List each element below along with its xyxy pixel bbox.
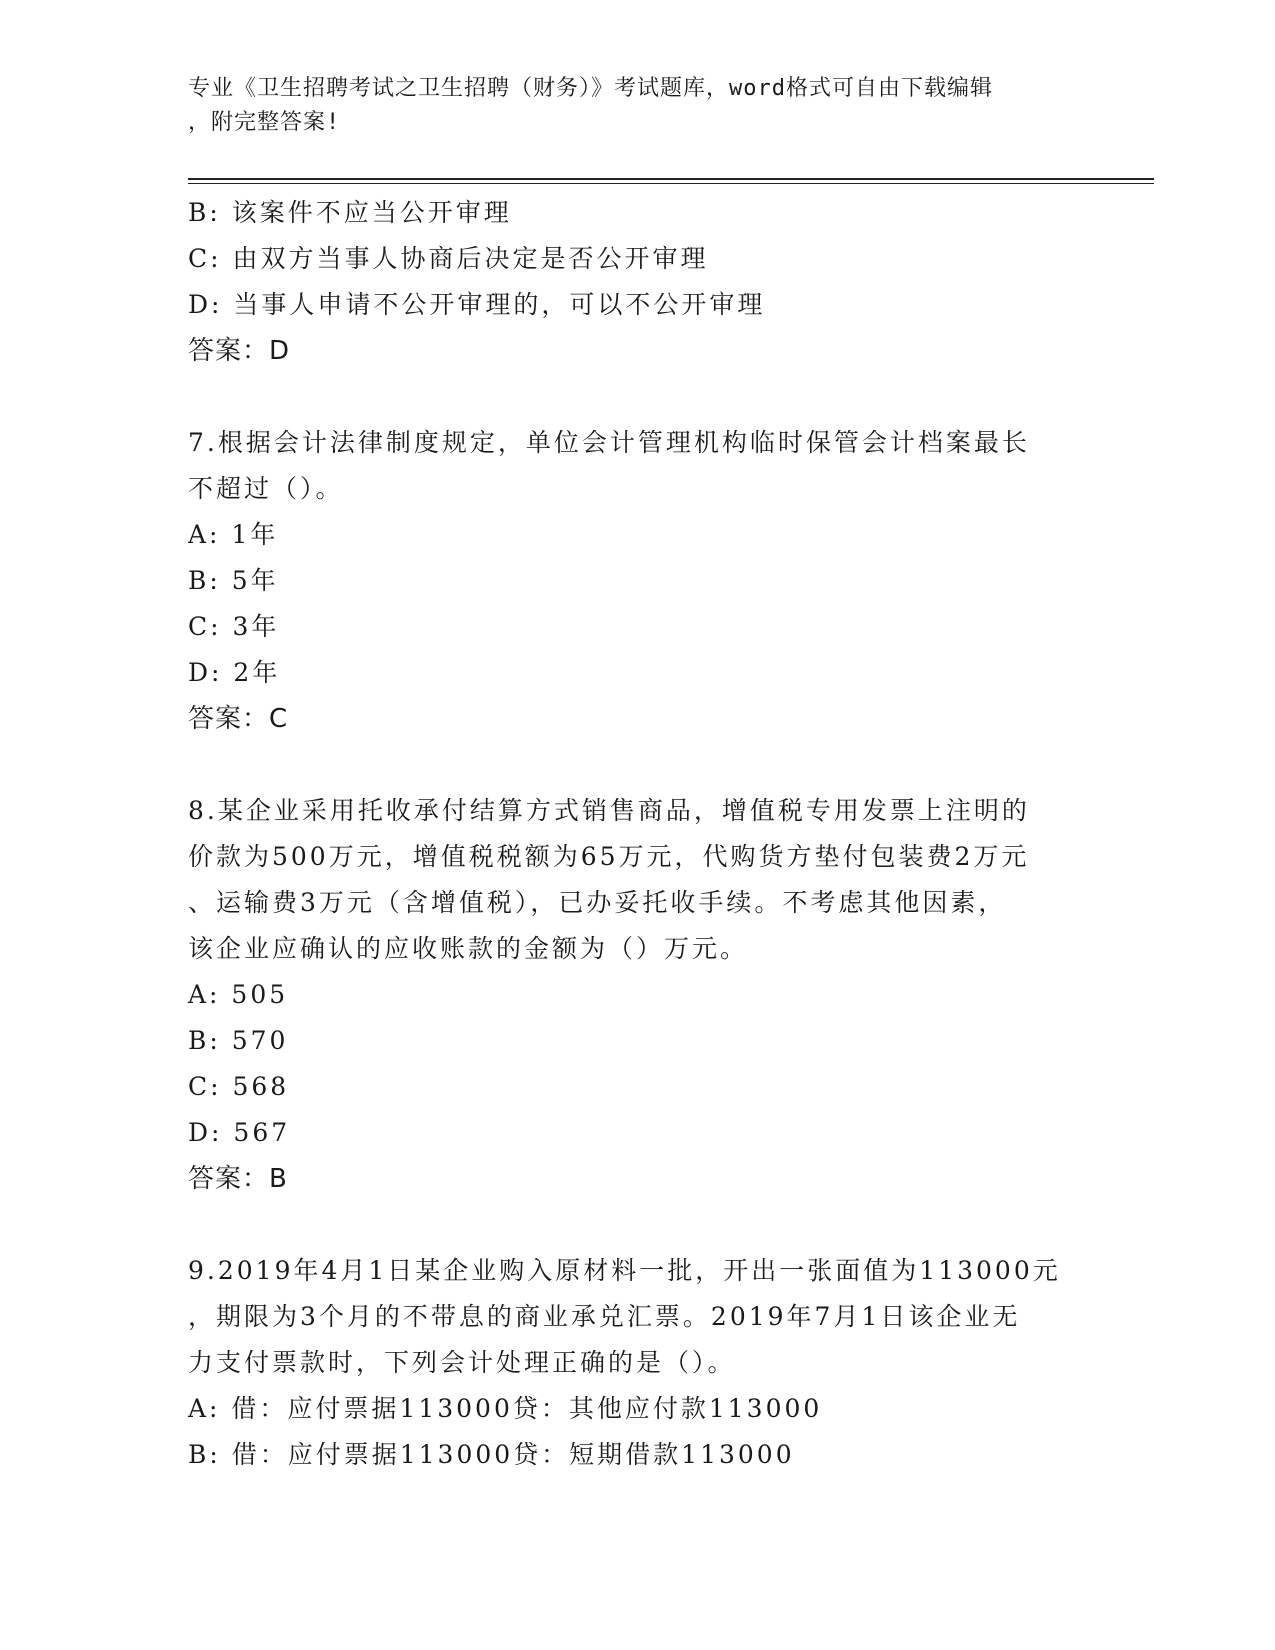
question-8 — [188, 788, 1088, 1202]
answer-line: 答案：B — [188, 1164, 288, 1194]
question-stem-line: 7.根据会计法律制度规定，单位会计管理机构临时保管会计档案最长 — [188, 428, 1030, 457]
question-9 — [188, 1248, 1088, 1478]
question-6 — [188, 190, 1088, 374]
question-stem-line: 8.某企业采用托收承付结算方式销售商品，增值税专用发票上注明的 — [188, 796, 1030, 825]
question-stem-line: 该企业应确认的应收账款的金额为（）万元。 — [188, 934, 749, 963]
header-divider-thin — [188, 183, 1154, 184]
option-d: D: 567 — [188, 1118, 291, 1147]
question-stem-line: 力支付票款时，下列会计处理正确的是（）。 — [188, 1348, 736, 1377]
question-stem-line: ，期限为3个月的不带息的商业承兑汇票。2019年7月1日该企业无 — [188, 1302, 1021, 1331]
answer-line: 答案：D — [188, 336, 291, 366]
option-a: A: 借：应付票据113000贷：其他应付款113000 — [188, 1394, 823, 1423]
option-c: C: 由双方当事人协商后决定是否公开审理 — [188, 244, 709, 273]
option-b: B: 借：应付票据113000贷：短期借款113000 — [188, 1440, 795, 1469]
question-list — [188, 190, 1088, 1478]
option-b: B: 5年 — [188, 566, 279, 595]
option-a: A: 505 — [188, 980, 289, 1009]
option-b: B: 该案件不应当公开审理 — [188, 198, 512, 227]
header-divider-thick — [188, 178, 1154, 180]
option-b: B: 570 — [188, 1026, 289, 1055]
option-d: D: 当事人申请不公开审理的，可以不公开审理 — [188, 290, 766, 319]
question-7 — [188, 420, 1088, 742]
question-stem-line: 不超过（）。 — [188, 474, 344, 503]
header-line-1: 专业《卫生招聘考试之卫生招聘（财务）》考试题库，word格式可自由下载编辑 — [188, 76, 993, 101]
option-a: A: 1年 — [188, 520, 279, 549]
answer-line: 答案：C — [188, 704, 289, 734]
question-stem-line: 9.2019年4月1日某企业购入原材料一批，开出一张面值为113000元 — [188, 1256, 1061, 1285]
header-line-2: ，附完整答案! — [188, 110, 341, 135]
question-stem-line: 、运输费3万元（含增值税），已办妥托收手续。不考虑其他因素， — [188, 888, 1007, 917]
document-header — [188, 72, 1068, 140]
option-d: D: 2年 — [188, 658, 281, 687]
option-c: C: 3年 — [188, 612, 280, 641]
question-stem-line: 价款为500万元，增值税税额为65万元，代购货方垫付包装费2万元 — [188, 842, 1030, 871]
option-c: C: 568 — [188, 1072, 290, 1101]
